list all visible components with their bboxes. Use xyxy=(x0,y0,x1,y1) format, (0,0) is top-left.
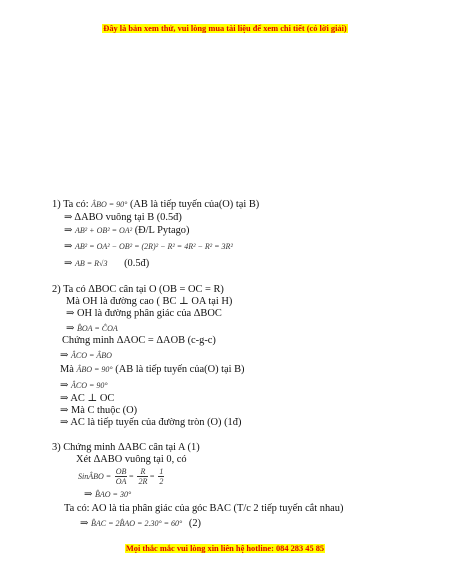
footer-notice: Mọi thắc mắc vui lòng xin liên hệ hotline: 084 283 45 85 xyxy=(125,544,325,553)
p1-line5: ⇒ AB = R√3 (0.5đ) xyxy=(64,258,150,269)
p2-line2: Mà OH là đường cao ( BC ⊥ OA tại H) xyxy=(66,296,233,307)
p3-sin-line: SinÂBO = $\frac{OB}{OA}$ = $\frac{R}{2R}$ = $\frac{1}{2}$ xyxy=(78,467,164,486)
p2-line1: 2) Ta có ΔBOC cân tại O (OB = OC = R) xyxy=(52,284,224,295)
p2-line6: ⇒ ÂCO = ÂBO xyxy=(60,350,112,361)
header-notice: Đây là bản xem thử, vui lòng mua tài liệu để xem chi tiết (có lời giải) xyxy=(103,24,347,33)
implies-icon: ⇒ xyxy=(64,241,73,252)
p1-line4: ⇒ AB² = OA² − OB² = (2R)² − R² = 4R² − R² = 3R² xyxy=(64,241,233,252)
p2-line9: ⇒ AC ⊥ OC xyxy=(60,393,115,404)
fraction-ob-oa: $\frac{OB}{OA}$ xyxy=(115,467,127,486)
fraction-r-2r: $\frac{R}{2R}$ xyxy=(138,467,148,486)
p1-line1: 1) Ta có: ÂBO = 90° (AB là tiếp tuyến của(O) tại B) xyxy=(52,199,260,210)
p2-line3: ⇒ OH là đường phân giác của ΔBOC xyxy=(66,308,222,319)
implies-icon: ⇒ xyxy=(80,518,89,529)
implies-icon: ⇒ xyxy=(66,308,75,319)
implies-icon: ⇒ xyxy=(64,258,73,269)
implies-icon: ⇒ xyxy=(60,393,69,404)
p3-line1: 3) Chứng minh ΔABC cân tại A (1) xyxy=(52,442,200,453)
p2-line8: ⇒ ÂCO = 90° xyxy=(60,380,108,391)
implies-icon: ⇒ xyxy=(66,323,75,334)
p1-line3: ⇒ AB² + OB² = OA² (Đ/L Pytago) xyxy=(64,225,190,236)
implies-icon: ⇒ xyxy=(60,417,69,428)
p3-line5: Ta có: AO là tia phân giác của góc BAC (T/c 2 tiếp tuyến cắt nhau) xyxy=(64,503,344,514)
implies-icon: ⇒ xyxy=(84,489,93,500)
implies-icon: ⇒ xyxy=(64,225,73,236)
p3-line6: ⇒ B̂AC = 2B̂AO = 2.30° = 60° (2) xyxy=(80,518,201,529)
p2-line5: Chứng minh ΔAOC = ΔAOB (c-g-c) xyxy=(62,335,216,346)
implies-icon: ⇒ xyxy=(60,380,69,391)
p3-line4: ⇒ B̂AO = 30° xyxy=(84,489,132,500)
p1-line2: ⇒ ΔABO vuông tại B (0.5đ) xyxy=(64,212,182,223)
implies-icon: ⇒ xyxy=(64,212,73,223)
implies-icon: ⇒ xyxy=(60,405,69,416)
fraction-1-2: $\frac{1}{2}$ xyxy=(159,467,164,486)
p2-line7: Mà ÂBO = 90° (AB là tiếp tuyến của(O) tại B) xyxy=(60,364,245,375)
p3-line2: Xét ΔABO vuông tại 0, có xyxy=(76,454,187,465)
p2-line11: ⇒ AC là tiếp tuyến của đường tròn (O) (1đ) xyxy=(60,417,242,428)
implies-icon: ⇒ xyxy=(60,350,69,361)
p2-line10: ⇒ Mà C thuộc (O) xyxy=(60,405,138,416)
p2-line4: ⇒ B̂OA = ĈOA xyxy=(66,323,118,334)
